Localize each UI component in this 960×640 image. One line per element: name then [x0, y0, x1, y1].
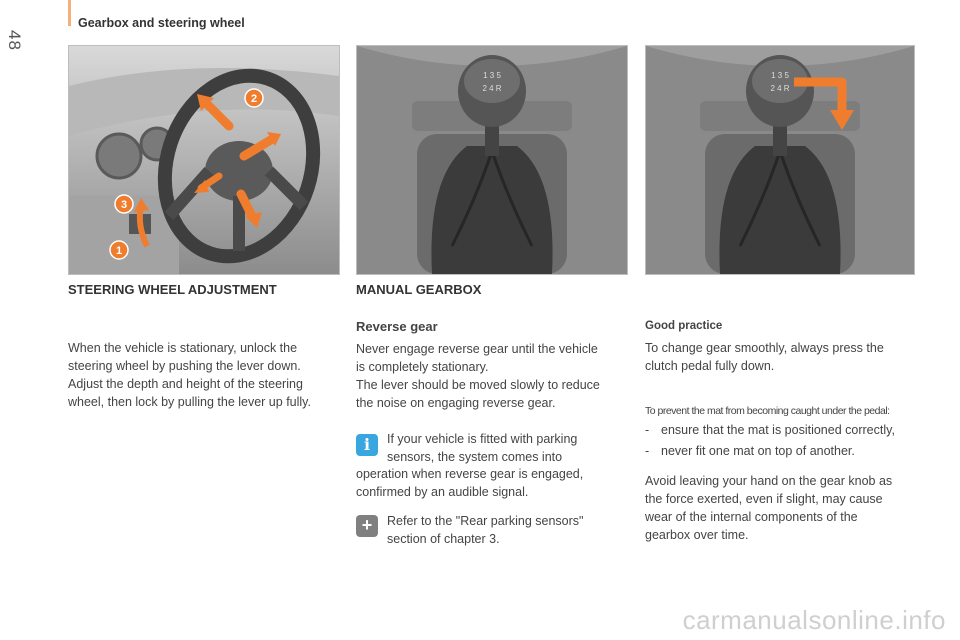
closing-paragraph: [645, 472, 925, 544]
reverse-gear-photo: [645, 45, 915, 275]
refer-line-1: Refer to the "Rear parking sensors": [387, 514, 584, 528]
bullet-marker: -: [645, 423, 650, 437]
reverse-line-3: The lever should be moved slowly to reduce: [356, 378, 600, 392]
section-title: Gearbox and steering wheel: [78, 16, 245, 30]
callout-1: 1: [115, 245, 123, 257]
bullet-marker: -: [645, 444, 650, 458]
knob-pattern-top-2: 1 3 5: [771, 71, 789, 80]
info-note-line-3: operation when reverse gear is engaged,: [356, 467, 584, 481]
closing-line-1: Avoid leaving your hand on the gear knob as: [645, 474, 893, 488]
accent-bar: [68, 0, 71, 26]
closing-line-3: wear of the internal components of the: [645, 510, 858, 524]
intro-line-1: To change gear smoothly, always press the: [645, 341, 884, 355]
knob-pattern-bottom-2: 2 4 R: [770, 84, 790, 93]
steering-line-2: steering wheel by pushing the lever down.: [68, 359, 301, 373]
knob-pattern-bottom: 2 4 R: [482, 84, 502, 93]
bullet-text-1: ensure that the mat is positioned correctly,: [661, 423, 895, 437]
info-note-line-2: sensors, the system comes into: [387, 450, 563, 464]
gear-knob-photo: [356, 45, 628, 275]
reverse-line-1: Never engage reverse gear until the vehicle: [356, 342, 598, 356]
closing-line-2: the force exerted, even if slight, may cause: [645, 492, 883, 506]
steering-line-1: When the vehicle is stationary, unlock the: [68, 341, 298, 355]
reverse-line-2: is completely stationary.: [356, 360, 489, 374]
steering-paragraph: [68, 339, 348, 411]
info-icon: i: [356, 434, 378, 456]
steering-line-4: wheel, then lock by pulling the lever up fully.: [68, 395, 311, 409]
mat-heading: To prevent the mat from becoming caught under the pedal:: [645, 405, 890, 417]
bullet-item: [645, 421, 895, 439]
bullet-text-2: never fit one mat on top of another.: [661, 444, 855, 458]
reverse-gear-heading: Reverse gear: [356, 319, 438, 334]
info-note-line-1: If your vehicle is fitted with parking: [387, 432, 578, 446]
watermark: carmanualsonline.info: [682, 605, 946, 635]
reverse-gear-paragraph: [356, 340, 631, 412]
refer-line-2: section of chapter 3.: [387, 532, 500, 546]
info-note-line-4: confirmed by an audible signal.: [356, 485, 529, 499]
good-practice-heading: Good practice: [645, 320, 723, 332]
bullet-item: [645, 442, 855, 460]
gearbox-heading: MANUAL GEARBOX: [356, 282, 482, 297]
reverse-line-4: the noise on engaging reverse gear.: [356, 396, 556, 410]
knob-pattern-top: 1 3 5: [483, 71, 501, 80]
page-number: 48: [5, 30, 24, 51]
callout-3: 3: [120, 199, 128, 211]
steering-line-3: Adjust the depth and height of the steering: [68, 377, 303, 391]
closing-line-4: gearbox over time.: [645, 528, 749, 542]
good-practice-intro: [645, 339, 920, 375]
plus-icon: +: [356, 515, 378, 537]
intro-line-2: clutch pedal fully down.: [645, 359, 775, 373]
steering-heading: STEERING WHEEL ADJUSTMENT: [68, 282, 277, 297]
callout-2: 2: [250, 93, 258, 105]
steering-wheel-photo: [68, 45, 340, 275]
